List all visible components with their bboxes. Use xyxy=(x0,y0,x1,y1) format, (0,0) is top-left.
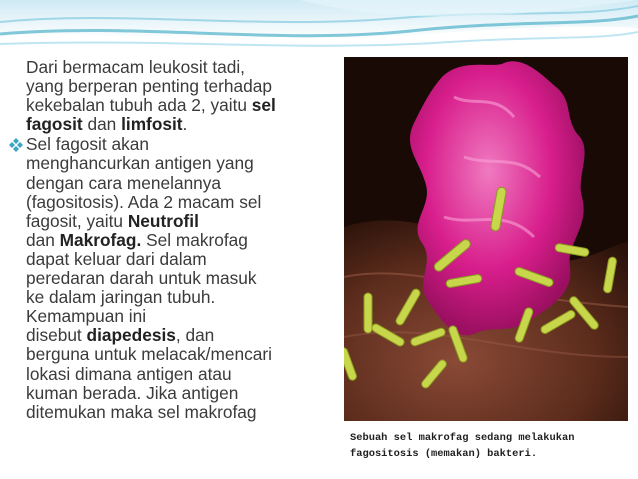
term-diapedesis: diapedesis xyxy=(86,325,176,346)
intro-text: . xyxy=(182,114,188,135)
body-line: ke dalam jaringan tubuh. xyxy=(26,287,216,308)
photo-caption xyxy=(350,430,630,462)
body-line: Kemampuan ini xyxy=(26,306,147,327)
term-neutrofil: Neutrofil xyxy=(127,210,199,231)
term-fagosit: fagosit xyxy=(26,114,83,135)
body-line: (fagositosis). Ada 2 macam sel xyxy=(26,191,262,212)
term-makrofag: Makrofag. xyxy=(59,229,142,250)
caption-line: fagositosis (memakan) bakteri. xyxy=(350,448,538,460)
intro-text: dan xyxy=(82,114,122,135)
slide-text xyxy=(8,58,336,422)
body-line: kuman berada. Jika antigen xyxy=(26,382,239,403)
body-line: dapat keluar dari dalam xyxy=(26,248,207,269)
header-banner xyxy=(0,0,638,60)
intro-line: kekebalan tubuh ada 2, yaitu xyxy=(26,95,252,116)
body-line: peredaran darah untuk masuk xyxy=(26,268,257,289)
macrophage-photo xyxy=(344,57,628,421)
body-line: , dan xyxy=(175,325,215,346)
body-line: Sel makrofag xyxy=(141,229,248,250)
bullet-paragraph xyxy=(8,135,336,421)
body-line: dengan cara menelannya xyxy=(26,172,222,193)
body-line: ditemukan maka sel makrofag xyxy=(26,401,257,422)
body-line: Sel fagosit akan xyxy=(26,134,149,155)
intro-line: Dari bermacam leukosit tadi, xyxy=(26,57,245,77)
diamond-bullet-icon xyxy=(8,137,24,153)
intro-line: yang berperan penting terhadap xyxy=(26,76,272,97)
term-sel: sel xyxy=(251,95,276,116)
term-limfosit: limfosit xyxy=(121,114,183,135)
body-line: disebut xyxy=(26,325,87,346)
intro-paragraph xyxy=(8,58,336,134)
body-line: menghancurkan antigen yang xyxy=(26,153,254,174)
caption-line: Sebuah sel makrofag sedang melakukan xyxy=(350,432,575,444)
body-line: fagosit, yaitu xyxy=(26,210,128,231)
body-line: dan xyxy=(26,229,60,250)
body-line: lokasi dimana antigen atau xyxy=(26,363,232,384)
body-line: berguna untuk melacak/mencari xyxy=(26,344,272,365)
